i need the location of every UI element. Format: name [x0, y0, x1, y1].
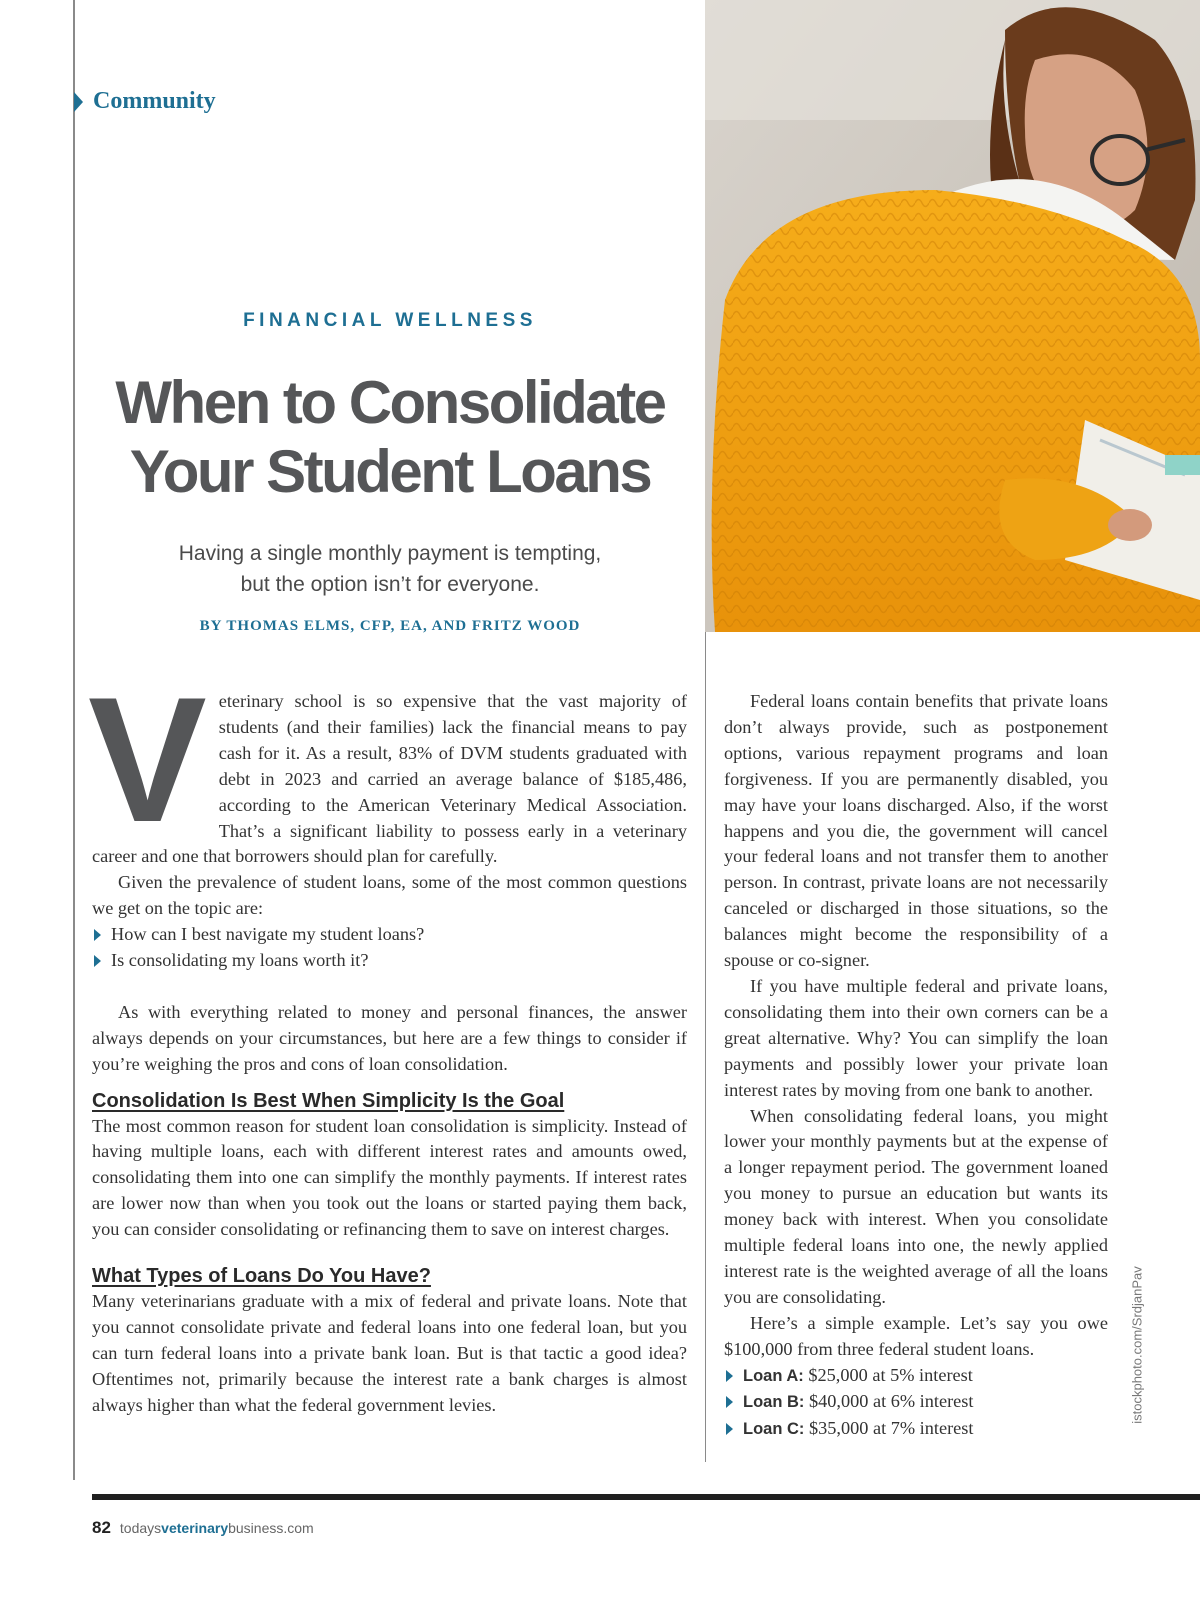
triangle-bullet-icon: [74, 92, 83, 112]
article-kicker: FINANCIAL WELLNESS: [243, 310, 537, 331]
loan-detail: $40,000 at 6% interest: [804, 1391, 974, 1412]
headline-line-2: Your Student Loans: [129, 438, 651, 505]
question-list: [92, 922, 687, 974]
photo-credit: istockphoto.com/SrdjanPav: [1129, 1266, 1145, 1424]
loan-key: Loan C:: [743, 1420, 805, 1439]
loan-detail: $35,000 at 7% interest: [804, 1418, 974, 1439]
article-headline: [70, 368, 710, 506]
loan-detail: $25,000 at 5% interest: [803, 1364, 973, 1385]
section-label: Community: [93, 88, 216, 114]
loan-item: [724, 1416, 1108, 1443]
body-column-right: [724, 689, 1108, 1443]
page-footer: [92, 1518, 314, 1538]
body-paragraph: Given the prevalence of student loans, some of the most common questions we get on the topic are:: [92, 872, 687, 919]
loan-item: [724, 1389, 1108, 1416]
body-paragraph: As with everything related to money and personal finances, the answer always depends on your circumstances, but here are a few things to consider if you’re weighing the pros and cons of loan consolidation.: [92, 1001, 687, 1074]
subhead-loan-types: What Types of Loans Do You Have?: [92, 1265, 431, 1288]
subhead-simplicity: Consolidation Is Best When Simplicity Is the Goal: [92, 1089, 565, 1112]
left-margin-rule: [73, 0, 75, 1480]
body-paragraph: When consolidating federal loans, you might lower your monthly payments but at the expense of a longer repayment period. The government loaned you money to pursue an education but wants its money back with interest. When you consolidate multiple federal loans into one, the newly applied interest rate is the weighted average of all the loans you are consolidating.: [724, 1105, 1108, 1307]
intro-paragraph: [88, 660, 687, 870]
column-divider: [705, 632, 706, 1462]
intro-text: eterinary school is so expensive that the vast majority of students (and their families) lack the financial means to pay cash for it. As a result, 83% of DVM students graduated with debt in 2023 and carried an average balance of $185,486, according to the American Veterinary Medical Association. That’s a significant liability to possess early in a veterinary career and one that borrowers should plan for carefully.: [92, 691, 687, 867]
question-item: How can I best navigate my student loans?: [92, 922, 687, 948]
loan-item: [724, 1363, 1108, 1390]
hero-photo: [705, 0, 1200, 632]
site-url[interactable]: [120, 1520, 314, 1536]
body-paragraph: The most common reason for student loan consolidation is simplicity. Instead of having multiple loans, each with different interest rates and amounts owed, consolidating them into one can simplify the monthly payments. If interest rates are lower now than when you took out the loans or started paying them back, you can consider consolidating or refinancing them to save on interest charges.: [92, 1115, 687, 1240]
loan-key: Loan A:: [743, 1366, 804, 1385]
body-paragraph: Many veterinarians graduate with a mix of federal and private loans. Note that you cannot consolidate private and federal loans into one federal loan, but you can turn federal loans into a private bank loan. But is that tactic a good idea? Oftentimes not, primarily because the interest rate a bank charges is almost always higher than what the federal government levies.: [92, 1291, 687, 1415]
loan-list: [724, 1363, 1108, 1444]
article-byline: BY THOMAS ELMS, CFP, EA, AND FRITZ WOOD: [199, 618, 581, 634]
body-paragraph: Federal loans contain benefits that private loans don’t always provide, such as postponement options, various repayment programs and loan forgiveness. If you are permanently disabled, you may have your loans discharged. Also, if the worst happens and you die, the government will cancel your federal loans and not transfer them to another person. In contrast, private loans are not necessarily canceled or discharged in those situations, so the balances might become the responsibility of a spouse or co-signer.: [724, 691, 1108, 971]
body-column-left: [88, 660, 687, 1419]
section-tag: [74, 88, 216, 115]
site-suffix: business.com: [228, 1520, 314, 1536]
site-prefix: todays: [119, 1520, 162, 1536]
headline-line-1: When to Consolidate: [115, 369, 665, 436]
article-deck: [110, 538, 670, 600]
body-paragraph: If you have multiple federal and private loans, consolidating them into their own corners can be a great alternative. Why? You can simplify the loan payments and possibly lower your private loan interest rates by moving from one bank to another.: [724, 975, 1108, 1100]
deck-line-1: Having a single monthly payment is tempting,: [178, 542, 602, 565]
drop-cap: V: [88, 660, 207, 859]
deck-line-2: but the option isn’t for everyone.: [240, 573, 540, 596]
site-bold: veterinary: [161, 1520, 229, 1536]
body-paragraph: Here’s a simple example. Let’s say you owe $100,000 from three federal student loans.: [724, 1312, 1108, 1359]
page-number: 82: [92, 1518, 111, 1537]
footer-rule: [92, 1494, 1200, 1500]
loan-key: Loan B:: [743, 1393, 805, 1412]
question-item: Is consolidating my loans worth it?: [92, 948, 687, 974]
